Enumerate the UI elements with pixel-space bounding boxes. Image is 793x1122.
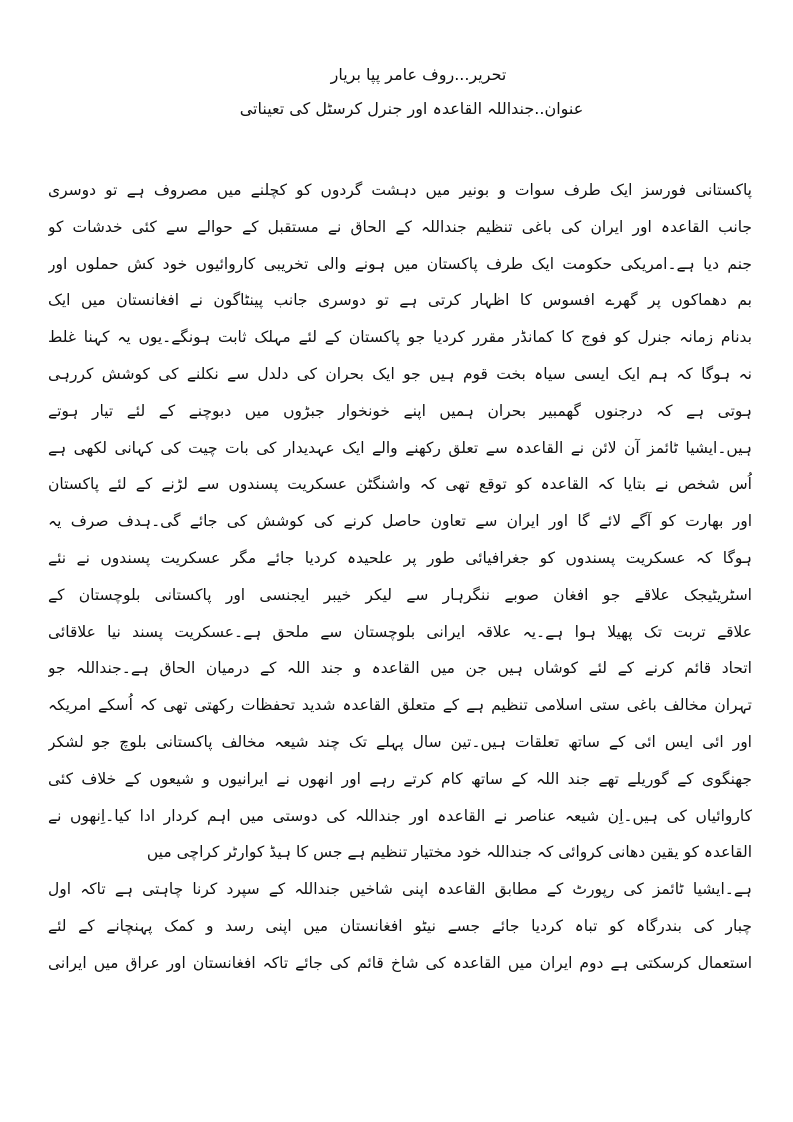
title-line: عنوان..جنداللہ القاعدہ اور جنرل کرسٹل کی تعیناتی xyxy=(239,99,584,118)
body-line: بدنام زمانہ جنرل کو فوج کا کمانڈر مقرر کردیا جو پاکستان کے لئے مہلک ثابت ہونگے۔یوں یہ کہنا غلط xyxy=(48,328,752,347)
author-line: تحریر...روف عامر پپا بریار xyxy=(330,65,507,84)
body-line: پاکستانی فورسز ایک طرف سوات و بونیر میں دہشت گردوں کو کچلنے میں مصروف ہے تو دوسری xyxy=(48,181,752,199)
body-line: القاعدہ کو یقین دھانی کروائی کہ جنداللہ خود مختیار تنظیم ہے جس کا ہیڈ کوارٹر کراچی میں xyxy=(146,843,752,862)
body-line: ہے۔ایشیا ٹائمز کی رپورٹ کے مطابق القاعدہ اپنی شاخیں جنداللہ کے سپرد کرنا چاہتی ہے تاکہ اول xyxy=(48,880,752,899)
body-line: جھنگوی کے گوریلے تھے جند اللہ کے ساتھ کام کرتے رہے اور انھوں نے ایرانیوں و شیعوں کے خلاف کئی xyxy=(48,769,752,788)
body-line: ہیں۔ایشیا ٹائمز آن لائن نے القاعدہ سے تعلق رکھنے والے ایک عہدیدار کی بات چیت کی کہانی لکھی ہے xyxy=(48,438,752,457)
body-line: بم دھماکوں پر گھرے افسوس کا اظہار کرتی ہے تو دوسری جانب پینٹاگون نے افغانستان میں ایک xyxy=(48,291,752,310)
body-line: اور بھارت کو آگے لائے گا اور ایران سے تعاون حاصل کرنے کی کوشش کی جائے گی۔ہدف صرف یہ xyxy=(48,512,752,531)
body-line: اور ائی ایس ائی کے ساتھ تعلقات ہیں۔تین سال پہلے تک چند شیعہ مخالف پاکستانی بلوچ جو لشکر xyxy=(48,732,752,751)
body-line: تہران مخالف باغی ستی اسلامی تنظیم ہے کے متعلق القاعدہ شدید تحفظات رکھتی تھی کہ اُسکے امریکہ xyxy=(48,696,752,715)
document-header xyxy=(0,58,793,126)
body-line: ہوتی ہے کہ درجنوں گھمبیر بحران ہمیں اپنے خونخوار جبڑوں میں دبوچنے کے لئے تیار ہوتے xyxy=(48,401,752,420)
body-line: استعمال کرسکتی ہے دوم ایران میں القاعدہ کی شاخ قائم کی جائے تاکہ افغانستان اور عراق میں ایرانی xyxy=(48,953,752,972)
body-line: ہوگا کہ عسکریت پسندوں کو جغرافیائی طور پر علحیدہ کردیا جائے مگر عسکریت پسندوں نے نئے xyxy=(48,548,752,567)
body-line: اتحاد قائم کرنے کے لئے کوشاں ہیں جن میں القاعدہ و جند اللہ کے درمیان الحاق ہے۔جنداللہ جو xyxy=(48,659,752,678)
body-line: اُس شخص نے بتایا کہ القاعدہ کو توقع تھی کہ واشنگٹن عسکریت پسندوں سے لڑنے کے لئے پاکستان xyxy=(48,475,752,494)
body-line: چبار کی بندرگاہ کو تباہ کردیا جائے جسے نیٹو افغانستان میں اپنی رسد و کمک پہنچانے کے لئے xyxy=(48,916,752,935)
body-line: اسٹریٹیجک علاقے جو افغان صوبے ننگرہار سے لیکر خیبر ایجنسی اور پاکستانی بلوچستان کے xyxy=(48,585,752,604)
article-body xyxy=(48,172,752,982)
body-line: کاروائیاں کی ہیں۔اِن شیعہ عناصر نے القاعدہ اور جنداللہ کی دوستی میں اہم کردار ادا کیا۔اِنھوں نے xyxy=(48,806,752,825)
body-line: نہ ہوگا کہ ہم ایک ایسی سیاہ بخت قوم ہیں جو ایک بحران کی دلدل سے نکلنے کی کوشش کررہی xyxy=(48,364,752,383)
body-line: علاقے تربت تک پھیلا ہوا ہے۔یہ علاقہ ایرانی بلوچستان سے ملحق ہے۔عسکریت پسند نیا علاقائی xyxy=(48,622,752,641)
body-line: جانب القاعدہ اور ایران کی باغی تنظیم جنداللہ کے الحاق نے مستقبل کے حوالے سے کئی خدشات کو xyxy=(48,217,752,236)
body-line: جنم دیا ہے۔امریکی حکومت ایک طرف پاکستان میں ہونے والی تخریبی کاروائیوں خود کش حملوں اور xyxy=(48,254,752,273)
